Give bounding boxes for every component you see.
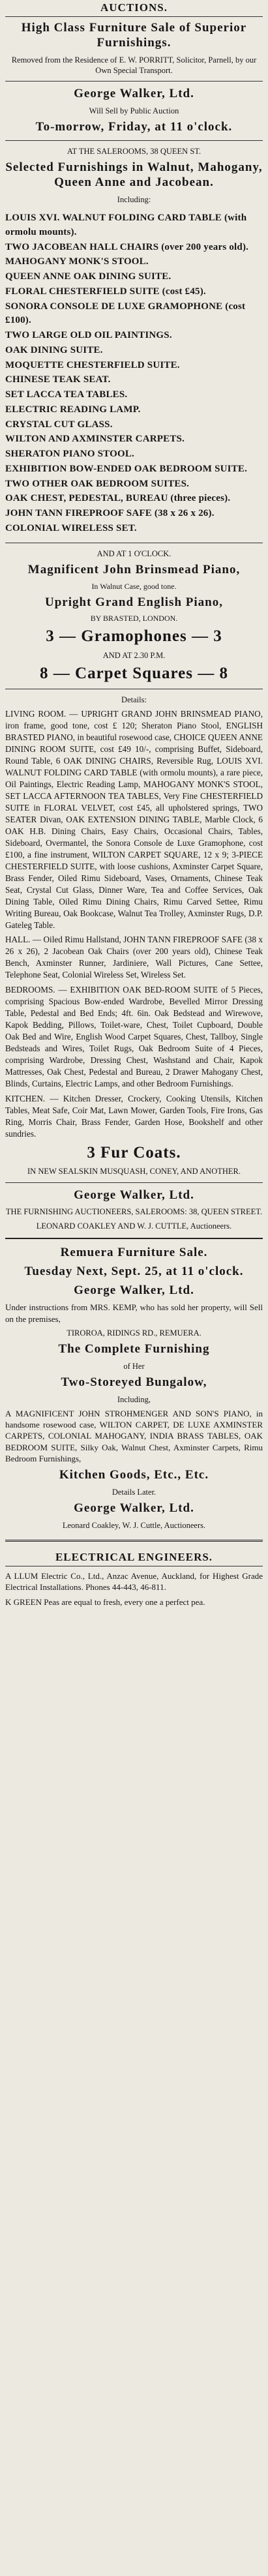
list-item: ELECTRIC READING LAMP. — [5, 404, 141, 415]
footer-staff: LEONARD COAKLEY AND W. J. CUTTLE, Auctioneers. — [36, 1221, 232, 1231]
sale2-description: A MAGNIFICENT JOHN STROHMENGER AND SON'S PIANO, in handsome rosewood case, WILTON CARPET, DE LUXE AXMINSTER CARPETS, COLONIAL MAHOGANY, INDIA BRASS TABLES, OAK BEDROOM SUITE, Silky Oak, Walnut Chest, Axminster Carpets, Rimu Bedroom Furnishings, — [5, 1409, 263, 1463]
list-item: CRYSTAL CUT GLASS. — [5, 419, 113, 430]
piano-upright: Upright Grand English Piano, — [45, 595, 223, 609]
section-heading: AUCTIONS. — [5, 1, 263, 17]
divider — [5, 140, 263, 141]
list-item: CHINESE TEAK SEAT. — [5, 374, 111, 385]
piano-upright-note: BY BRASTED, LONDON. — [90, 614, 178, 623]
divider — [5, 1540, 263, 1542]
detail-living-room: LIVING ROOM. — UPRIGHT GRAND JOHN BRINSMEAD PIANO, iron frame, good tone, cost £ 120; Sheraton Piano Stool, ENGLISH BRASTED PIANO, in beautiful rosewood case, CHOICE QUEEN ANNE DINING ROOM SUITE, cost £49 10/-, comprising Buffet, Sideboard, Round Table, 6 OAK DINING CHAIRS, Reversible Rug, LOUIS XVI. WALNUT FOLDING CARD TABLE (with ormolu mounts), a rare piece, Oil Paintings, Electric Reading Lamp, MAHOGANY MONK'S STOOL, SET LACCA AFTERNOON TEA TABLES, Very Fine CHESTERFIELD SUITE in FLORAL VELVET, cost £45, all upholstered springs, TWO SEATER Divan, OAK EXTENSION DINING TABLE, Marble Clock, 6 OAK H.B. Dining Chairs, Easy Chairs, Occasional Chairs, Tables, Sideboard, Overmantel, the Sonora Console de Luxe Gramophone, cost £100, a fine instrument, WILTON CARPET SQUARE, 12 x 9; 3-PIECE CHESTERFIELD SUITE, with loose cushions, Axminster Carpet Square, Brass Fender, Oiled Rimu Sideboard, Vases, Ornaments, Chinese Teak Seat, Crystal Cut Glass, Dinner Ware, Tea and Coffee Services, Oak Dining Table, Oiled Rimu Dining Chairs, Rimu Carved Settee, Rimu Writing Bureau, Oak Bookcase, Walnut Tea Trolley, Axminster Rugs, D.P. Gateleg Table. — [5, 709, 263, 930]
peas-ad: K GREEN Peas are equal to fresh, every one a perfect pea. — [5, 1597, 205, 1608]
sale2-address: TIROROA, RIDINGS RD., REMUERA. — [67, 1328, 201, 1338]
selected-furnishings-heading: Selected Furnishings in Walnut, Mahogany, Queen Anne and Jacobean. — [5, 160, 263, 189]
list-item: QUEEN ANNE OAK DINING SUITE. — [5, 271, 171, 282]
sale-location: AT THE SALEROOMS, 38 QUEEN ST. — [67, 146, 201, 156]
piano-time: AND AT 1 O'CLOCK. — [97, 548, 171, 558]
sale2-goods: Kitchen Goods, Etc., Etc. — [59, 1467, 209, 1482]
sale2-instructions: Under instructions from MRS. KEMP, who has sold her property, will Sell on the premises, — [5, 1302, 263, 1324]
list-item: OAK DINING SUITE. — [5, 344, 103, 355]
removed-from-note: Removed from the Residence of E. W. PORRITT, Solicitor, Parnell, by our Own Special Transport. — [11, 55, 257, 75]
list-item: SHERATON PIANO STOOL. — [5, 449, 134, 460]
including-label: Including: — [117, 194, 151, 204]
auctioneer-name: George Walker, Ltd. — [74, 87, 194, 101]
sale2-details-later: Details Later. — [112, 1487, 156, 1497]
will-sell-line: Will Sell by Public Auction — [89, 106, 179, 115]
list-item: FLORAL CHESTERFIELD SUITE (cost £45). — [5, 286, 206, 297]
fur-coats-note: IN NEW SEALSKIN MUSQUASH, CONEY, AND ANOTHER. — [27, 1167, 241, 1176]
list-item: TWO LARGE OLD OIL PAINTINGS. — [5, 330, 172, 341]
details-heading: Details: — [121, 695, 147, 705]
sale-title: High Class Furniture Sale of Superior Furnishings. — [21, 21, 247, 50]
sale2-complete: The Complete Furnishing — [58, 1341, 210, 1356]
list-item: EXHIBITION BOW-ENDED OAK BEDROOM SUITE. — [5, 463, 248, 474]
list-item: SONORA CONSOLE DE LUXE GRAMOPHONE (cost £100). — [5, 301, 246, 326]
sale2-footer-staff: Leonard Coakley, W. J. Cuttle, Auctioneers. — [62, 1520, 206, 1530]
list-item: TWO JACOBEAN HALL CHAIRS (over 200 years old). — [5, 241, 249, 252]
carpets-line: 8 — Carpet Squares — 8 — [40, 665, 228, 683]
electrical-heading: ELECTRICAL ENGINEERS. — [5, 1551, 263, 1566]
list-item: TWO OTHER OAK BEDROOM SUITES. — [5, 478, 190, 489]
piano-brinsmead-note: In Walnut Case, good tone. — [91, 581, 177, 591]
sale2-title: Remuera Furniture Sale. — [60, 1245, 208, 1259]
list-item: OAK CHEST, PEDESTAL, BUREAU (three pieces). — [5, 493, 231, 504]
list-item: WILTON AND AXMINSTER CARPETS. — [5, 434, 185, 445]
electrical-ad: A LLUM Electric Co., Ltd., Anzac Avenue, Auckland, for Highest Grade Electrical Installations. Phones 44-443, 46-811. — [5, 1570, 263, 1593]
list-item: MOQUETTE CHESTERFIELD SUITE. — [5, 359, 180, 370]
fur-coats-line: 3 Fur Coats. — [87, 1143, 181, 1161]
list-item: SET LACCA TEA TABLES. — [5, 389, 128, 400]
list-item: MAHOGANY MONK'S STOOL. — [5, 256, 149, 267]
sale2-auctioneer: George Walker, Ltd. — [74, 1283, 194, 1297]
footer-auctioneer: George Walker, Ltd. — [74, 1188, 194, 1202]
sale2-including: Including, — [117, 1394, 151, 1404]
divider — [5, 81, 263, 82]
items-list — [5, 211, 263, 536]
divider — [5, 1238, 263, 1239]
detail-bedrooms: BEDROOMS. — EXHIBITION OAK BED-ROOM SUITE of 5 Pieces, comprising Spacious Bow-ended Wardrobe, Bevelled Mirror Dressing Table, Pedestal and Bed Ends; 4ft. 6in. Oak Bedstead and Wirewove, Kapok Bedding, Pillows, Toilet-ware, Chest, Toilet Cupboard, Double Oak Bed and Wire, English Wood Carpet Squares, Chest, Tallboy, Single Bedsteads and Wires, Toilet Rugs, Oak Bedroom Suite of 4 Pieces, comprising Wardrobe, Dressing Chest, Washstand and Chair, Kapok Mattresses, Oak Chest, Pedestal and Bureau, 2 Drawer Mahogany Chest, Blinds, Curtains, Electric Lamps, and other Bedroom Furnishings. — [5, 985, 263, 1088]
gramophones-time: AND AT 2.30 P.M. — [102, 651, 166, 661]
newspaper-column — [5, 0, 263, 1608]
sale2-of-her: of Her — [123, 1361, 145, 1371]
sale2-footer-auctioneer: George Walker, Ltd. — [74, 1501, 194, 1515]
divider — [5, 1182, 263, 1183]
sale-time: To-morrow, Friday, at 11 o'clock. — [35, 120, 233, 134]
detail-kitchen: KITCHEN. — Kitchen Dresser, Crockery, Cooking Utensils, Kitchen Tables, Meat Safe, Coir Mat, Lawn Mower, Garden Tools, Fire Irons, Gas Ring, Morris Chair, Brass Fender, Garden Hose, Bookshelf and other sundries. — [5, 1093, 263, 1139]
footer-description: THE FURNISHING AUCTIONEERS, SALEROOMS: 38, QUEEN STREET. — [5, 1207, 263, 1217]
piano-brinsmead: Magnificent John Brinsmead Piano, — [27, 562, 241, 577]
detail-hall: HALL. — Oiled Rimu Hallstand, JOHN TANN FIREPROOF SAFE (38 x 26 x 26), 2 Jacobean Oak Chairs (over 200 years old), Chinese Teak Bench, Axminster Runner, Jardiniere, Wall Pictures, Cane Settee, Telephone Seat, Colonial Wireless Set, Wireless Set. — [5, 935, 263, 980]
list-item: JOHN TANN FIREPROOF SAFE (38 x 26 x 26). — [5, 508, 215, 519]
sale2-bungalow: Two-Storeyed Bungalow, — [61, 1375, 207, 1389]
list-item: LOUIS XVI. WALNUT FOLDING CARD TABLE (with ormolu mounts). — [5, 213, 247, 237]
gramophones-line: 3 — Gramophones — 3 — [46, 627, 222, 646]
sale2-time: Tuesday Next, Sept. 25, at 11 o'clock. — [24, 1264, 244, 1278]
list-item: COLONIAL WIRELESS SET. — [5, 522, 137, 533]
